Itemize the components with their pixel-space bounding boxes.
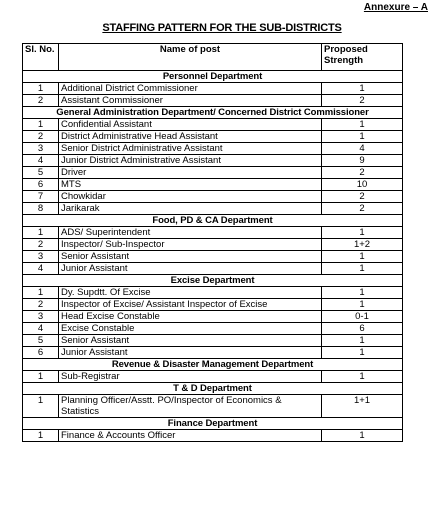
post-name-cell: ADS/ Superintendent <box>59 227 322 239</box>
serial-number-cell: 4 <box>23 263 59 275</box>
table-row <box>23 251 403 263</box>
table-row <box>23 395 403 418</box>
strength-cell: 1 <box>322 430 403 442</box>
department-row <box>23 215 403 227</box>
table-row <box>23 287 403 299</box>
table-row <box>23 299 403 311</box>
header-sl-no: Sl. No. <box>23 44 59 71</box>
table-row <box>23 179 403 191</box>
strength-cell: 1 <box>322 335 403 347</box>
serial-number-cell: 3 <box>23 251 59 263</box>
strength-cell: 2 <box>322 191 403 203</box>
strength-cell: 6 <box>322 323 403 335</box>
department-heading: General Administration Department/ Concerned District Commissioner <box>23 107 403 119</box>
department-row <box>23 383 403 395</box>
staffing-table <box>22 43 403 442</box>
department-heading: Excise Department <box>23 275 403 287</box>
department-heading: Personnel Department <box>23 71 403 83</box>
post-name-cell: Inspector/ Sub-Inspector <box>59 239 322 251</box>
post-name-cell: Chowkidar <box>59 191 322 203</box>
post-name-cell: Senior Assistant <box>59 251 322 263</box>
department-heading: Food, PD & CA Department <box>23 215 403 227</box>
table-header-row <box>23 44 403 71</box>
serial-number-cell: 1 <box>23 119 59 131</box>
page-title: STAFFING PATTERN FOR THE SUB-DISTRICTS <box>102 22 342 34</box>
serial-number-cell: 6 <box>23 347 59 359</box>
table-row <box>23 83 403 95</box>
table-body <box>23 71 403 442</box>
table-row <box>23 371 403 383</box>
table-row <box>23 239 403 251</box>
serial-number-cell: 5 <box>23 335 59 347</box>
department-heading: Finance Department <box>23 418 403 430</box>
post-name-cell: Additional District Commissioner <box>59 83 322 95</box>
post-name-cell: Senior Assistant <box>59 335 322 347</box>
serial-number-cell: 1 <box>23 83 59 95</box>
post-name-cell: Senior District Administrative Assistant <box>59 143 322 155</box>
table-row <box>23 430 403 442</box>
strength-cell: 2 <box>322 203 403 215</box>
post-name-cell: Sub-Registrar <box>59 371 322 383</box>
department-row <box>23 71 403 83</box>
serial-number-cell: 2 <box>23 299 59 311</box>
strength-cell: 10 <box>322 179 403 191</box>
post-name-cell: Dy. Supdtt. Of Excise <box>59 287 322 299</box>
department-heading: Revenue & Disaster Management Department <box>23 359 403 371</box>
post-name-cell: Junior District Administrative Assistant <box>59 155 322 167</box>
serial-number-cell: 3 <box>23 311 59 323</box>
strength-cell: 1 <box>322 83 403 95</box>
table-row <box>23 227 403 239</box>
strength-cell: 1 <box>322 119 403 131</box>
strength-cell: 1 <box>322 251 403 263</box>
table-row <box>23 119 403 131</box>
post-name-cell: Jarikarak <box>59 203 322 215</box>
strength-cell: 1+1 <box>322 395 403 418</box>
department-heading: T & D Department <box>23 383 403 395</box>
post-name-cell: Inspector of Excise/ Assistant Inspector of Excise <box>59 299 322 311</box>
strength-cell: 9 <box>322 155 403 167</box>
serial-number-cell: 8 <box>23 203 59 215</box>
serial-number-cell: 4 <box>23 323 59 335</box>
strength-cell: 1 <box>322 131 403 143</box>
table-row <box>23 311 403 323</box>
post-name-cell: Assistant Commissioner <box>59 95 322 107</box>
serial-number-cell: 2 <box>23 95 59 107</box>
post-name-cell: Junior Assistant <box>59 347 322 359</box>
post-name-cell: MTS <box>59 179 322 191</box>
table-row <box>23 143 403 155</box>
serial-number-cell: 1 <box>23 371 59 383</box>
strength-cell: 2 <box>322 95 403 107</box>
table-row <box>23 95 403 107</box>
strength-cell: 4 <box>322 143 403 155</box>
serial-number-cell: 1 <box>23 430 59 442</box>
serial-number-cell: 1 <box>23 287 59 299</box>
department-row <box>23 107 403 119</box>
strength-cell: 1 <box>322 287 403 299</box>
serial-number-cell: 2 <box>23 239 59 251</box>
strength-cell: 1 <box>322 371 403 383</box>
post-name-cell: District Administrative Head Assistant <box>59 131 322 143</box>
annexure-label: Annexure – A <box>363 2 428 13</box>
department-row <box>23 418 403 430</box>
serial-number-cell: 2 <box>23 131 59 143</box>
post-name-cell: Driver <box>59 167 322 179</box>
strength-cell: 0-1 <box>322 311 403 323</box>
post-name-cell: Junior Assistant <box>59 263 322 275</box>
serial-number-cell: 1 <box>23 227 59 239</box>
strength-cell: 2 <box>322 167 403 179</box>
strength-cell: 1 <box>322 347 403 359</box>
table-row <box>23 347 403 359</box>
serial-number-cell: 4 <box>23 155 59 167</box>
table-row <box>23 263 403 275</box>
table-row <box>23 335 403 347</box>
post-name-cell: Head Excise Constable <box>59 311 322 323</box>
serial-number-cell: 1 <box>23 395 59 418</box>
header-proposed-strength: Proposed Strength <box>322 44 403 71</box>
strength-cell: 1 <box>322 299 403 311</box>
serial-number-cell: 6 <box>23 179 59 191</box>
post-name-cell: Confidential Assistant <box>59 119 322 131</box>
table-row <box>23 191 403 203</box>
post-name-cell: Excise Constable <box>59 323 322 335</box>
department-row <box>23 359 403 371</box>
serial-number-cell: 3 <box>23 143 59 155</box>
table-row <box>23 131 403 143</box>
serial-number-cell: 5 <box>23 167 59 179</box>
department-row <box>23 275 403 287</box>
strength-cell: 1 <box>322 263 403 275</box>
post-name-cell: Finance & Accounts Officer <box>59 430 322 442</box>
serial-number-cell: 7 <box>23 191 59 203</box>
table-row <box>23 323 403 335</box>
table-row <box>23 155 403 167</box>
strength-cell: 1+2 <box>322 239 403 251</box>
header-name-of-post: Name of post <box>59 44 322 71</box>
table-row <box>23 203 403 215</box>
strength-cell: 1 <box>322 227 403 239</box>
post-name-cell: Planning Officer/Asstt. PO/Inspector of Economics & Statistics <box>59 395 322 418</box>
table-row <box>23 167 403 179</box>
